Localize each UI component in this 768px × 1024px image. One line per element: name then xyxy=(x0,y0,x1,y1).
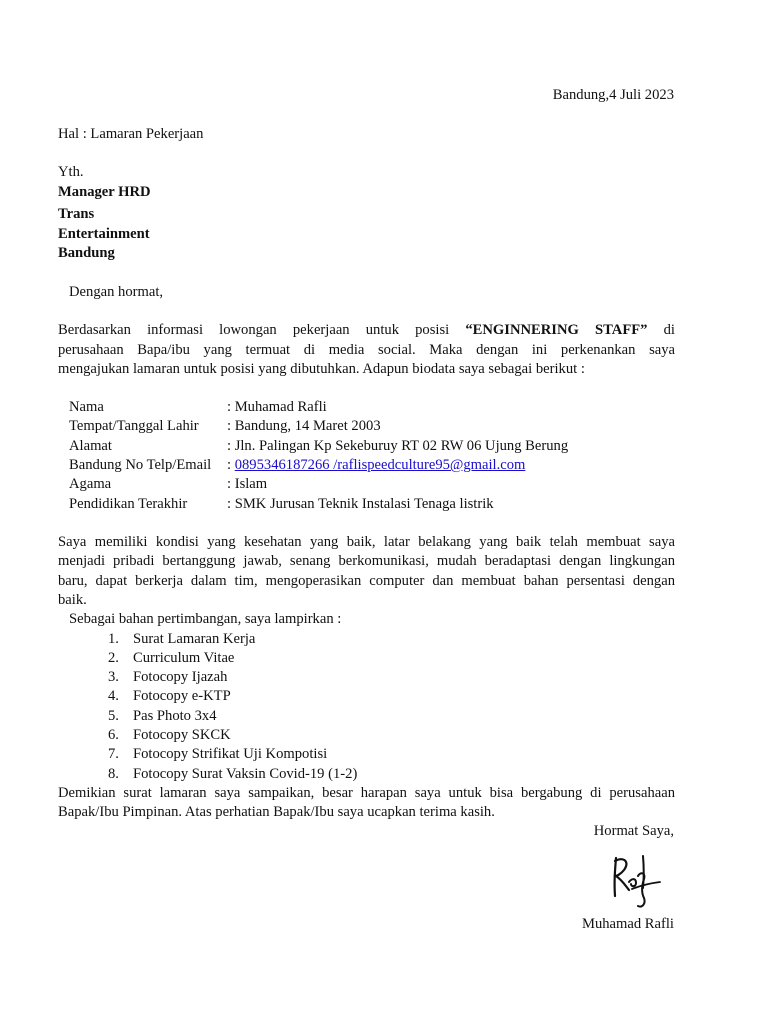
bio-value-contact xyxy=(227,456,525,476)
bio-contact-prefix: : xyxy=(227,457,235,473)
recipient-line-2: Trans xyxy=(58,206,95,222)
self-desc-line-1: Saya memiliki kondisi yang kesehatan yang baik, latar belakang yang baik telah membuat saya xyxy=(58,534,675,550)
attachment-item: Fotocopy SKCK xyxy=(133,727,231,743)
bio-label-name: Nama xyxy=(69,399,104,415)
bio-label-religion: Agama xyxy=(69,476,112,492)
attachment-item: Fotocopy Strifikat Uji Kompotisi xyxy=(133,746,328,762)
greeting: Dengan hormat, xyxy=(69,284,164,300)
attachment-number: 3. xyxy=(108,669,119,685)
attachment-number: 6. xyxy=(108,727,119,743)
attachment-number: 4. xyxy=(108,688,119,704)
bio-label-address: Alamat xyxy=(69,438,112,454)
attachment-item: Surat Lamaran Kerja xyxy=(133,631,256,647)
self-desc-line-2: menjadi pribadi bertanggung jawab, senang berkomunikasi, mudah beradaptasi dengan lingkungan xyxy=(58,553,675,569)
attachment-item: Fotocopy Surat Vaksin Covid-19 (1-2) xyxy=(133,766,358,782)
bio-label-birth: Tempat/Tanggal Lahir xyxy=(69,418,199,434)
bio-value-religion: : Islam xyxy=(227,476,268,492)
attachment-item: Fotocopy Ijazah xyxy=(133,669,228,685)
attachment-number: 7. xyxy=(108,746,119,762)
position-title: “ENGINNERING STAFF” xyxy=(465,322,648,338)
place-date: Bandung,4 Juli 2023 xyxy=(552,87,674,103)
attachment-number: 8. xyxy=(108,766,119,782)
attachment-item: Fotocopy e-KTP xyxy=(133,688,231,704)
signer-name: Muhamad Rafli xyxy=(581,916,674,932)
recipient-line-1: Manager HRD xyxy=(58,184,151,200)
recipient-line-3: Entertainment xyxy=(58,226,150,242)
self-desc-line-3: baru, dapat berkerja dalam tim, mengoperasikan computer dan membuat bahan persentasi dengan xyxy=(58,573,675,589)
attachment-item: Pas Photo 3x4 xyxy=(133,708,217,724)
recipient-line-4: Bandung xyxy=(58,245,115,261)
signature-image xyxy=(610,852,662,910)
intro-line-2: perusahaan Bapa/ibu yang termuat di media social. Maka dengan ini perkenankan saya xyxy=(58,342,675,358)
attachment-item: Curriculum Vitae xyxy=(133,650,235,666)
regards: Hormat Saya, xyxy=(593,823,674,839)
intro-line-1 xyxy=(58,321,675,341)
subject-line: Hal : Lamaran Pekerjaan xyxy=(58,126,204,142)
bio-value-name: : Muhamad Rafli xyxy=(227,399,327,415)
attachment-number: 5. xyxy=(108,708,119,724)
bio-value-address: : Jln. Palingan Kp Sekeburuy RT 02 RW 06 Ujung Berung xyxy=(227,438,569,454)
attachment-number: 1. xyxy=(108,631,119,647)
intro-line-1-after: di xyxy=(663,322,675,338)
closing-line-1: Demikian surat lamaran saya sampaikan, besar harapan saya untuk bisa bergabung di perusahaan xyxy=(58,785,675,801)
attachments-intro: Sebagai bahan pertimbangan, saya lampirkan : xyxy=(69,611,342,627)
closing-line-2: Bapak/Ibu Pimpinan. Atas perhatian Bapak/Ibu saya ucapkan terima kasih. xyxy=(58,804,495,820)
intro-line-1-before: Berdasarkan informasi lowongan pekerjaan untuk posisi xyxy=(58,322,450,338)
bio-value-education: : SMK Jurusan Teknik Instalasi Tenaga listrik xyxy=(227,496,494,512)
attachment-number: 2. xyxy=(108,650,119,666)
self-desc-line-4: baik. xyxy=(58,592,87,608)
bio-value-birth: : Bandung, 14 Maret 2003 xyxy=(227,418,381,434)
bio-label-education: Pendidikan Terakhir xyxy=(69,496,188,512)
intro-line-3: mengajukan lamaran untuk posisi yang dibutuhkan. Adapun biodata saya sebagai berikut : xyxy=(58,361,585,377)
bio-label-contact: Bandung No Telp/Email xyxy=(69,457,212,473)
contact-link[interactable]: 0895346187266 /raflispeedculture95@gmail.com xyxy=(234,457,526,473)
recipient-salutation: Yth. xyxy=(58,164,84,180)
